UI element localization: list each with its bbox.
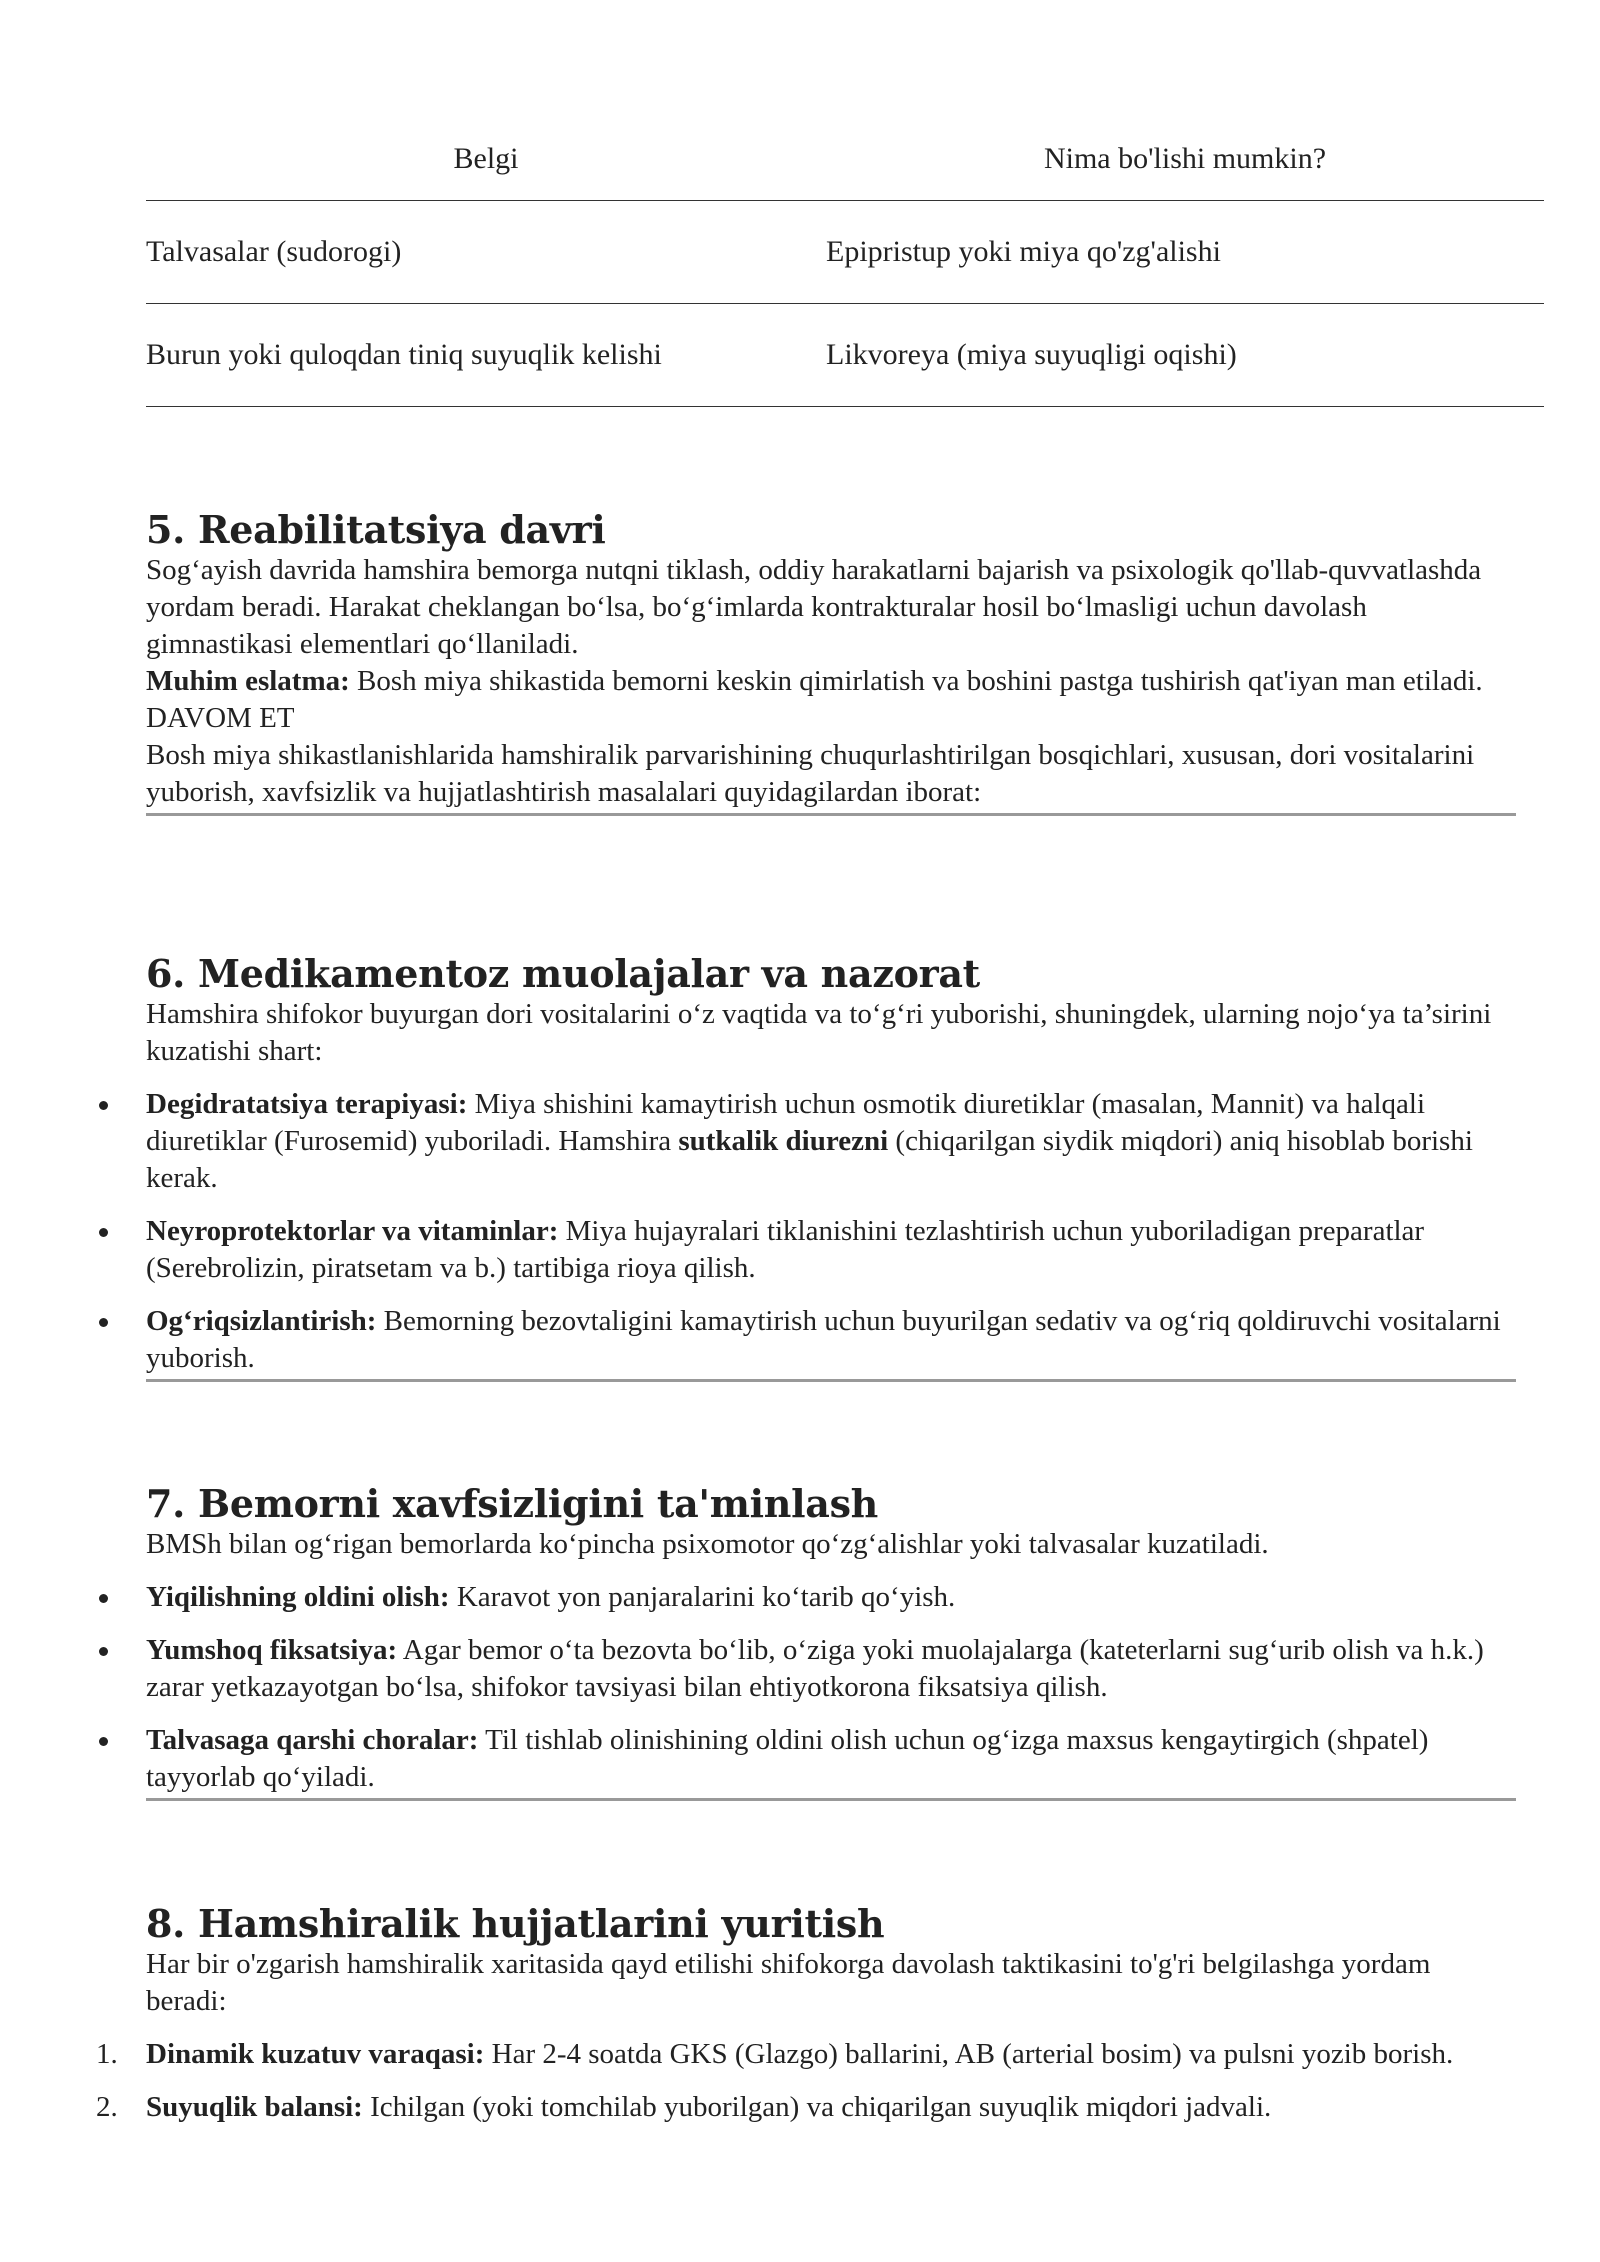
list-item [146, 1579, 1516, 1616]
section-intro: Bosh miya shikastlanishlarida hamshiralik parvarishining chuqurlashtirilgan bosqichlari, xususan, dori vositalarini yuborish, xavfsizlik va hujjatlashtirish masalalari quyidagilardan iborat: [146, 739, 1475, 808]
list-item [146, 1086, 1516, 1197]
item-label: Dinamik kuzatuv varaqasi: [146, 2038, 485, 2070]
table-row [146, 304, 1544, 407]
table-cell: Talvasalar (sudorogi) [146, 235, 402, 268]
item-label: Og‘riqsizlantirish: [146, 1305, 377, 1337]
item-text: Agar bemor o‘ta bezovta bo‘lib, o‘ziga yoki muolajalarga (kateterlarni sug‘urib olish va h.k.) zarar yetkazayotgan bo‘lsa, shifokor tavsiyasi bilan ehtiyotkorona fiksatsiya qilish. [146, 1634, 1484, 1703]
section-paragraph: Sog‘ayish davrida hamshira bemorga nutqni tiklash, oddiy harakatlarni bajarish va psixologik qo'llab-quvvatlashda yordam beradi. Harakat cheklangan bo‘lsa, bo‘g‘imlarda kontrakturalar hosil bo‘lmasligi uchun davolash gimnastikasi elementlari qo‘llaniladi. [146, 554, 1482, 660]
table-header-row [146, 118, 1544, 201]
item-label: Yiqilishning oldini olish: [146, 1581, 450, 1613]
table-cell: Burun yoki quloqdan tiniq suyuqlik kelishi [146, 338, 662, 371]
table-row [146, 201, 1544, 304]
item-text: Miya hujayralari tiklanishini tezlashtirish uchun yuboriladigan preparatlar (Serebrolizin, piratsetam va b.) tartibiga rioya qilish. [146, 1215, 1425, 1284]
section-title: 6. Medikamentoz muolajalar va nazorat [146, 951, 980, 996]
bullet-icon [99, 1228, 108, 1237]
item-text: Ichilgan (yoki tomchilab yuborilgan) va chiqarilgan suyuqlik miqdori jadvali. [362, 2091, 1272, 2123]
item-text: (chiqarilgan siydik miqdori) aniq hisoblab borishi kerak. [146, 1125, 1473, 1194]
list-item [96, 2036, 1516, 2073]
item-emphasis: sutkalik diurezni [678, 1125, 889, 1157]
item-text: Til tishlab olinishining oldini olish uchun og‘izga maxsus kengaytirgich (shpatel) tayyorlab qo‘yiladi. [146, 1724, 1429, 1793]
note-text: Bosh miya shikastida bemorni keskin qimirlatish va boshini pastga tushirish qat'iyan man etiladi. [349, 665, 1483, 697]
bullet-icon [99, 1737, 108, 1746]
item-number: 1. [96, 2038, 118, 2070]
section-title: 5. Reabilitatsiya davri [146, 507, 606, 552]
item-text: Har 2-4 soatda GKS (Glazgo) ballarini, AB (arterial bosim) va pulsni yozib borish. [484, 2038, 1454, 2070]
section-8 [96, 1901, 1516, 2126]
bullet-icon [99, 1594, 108, 1603]
section-intro: Hamshira shifokor buyurgan dori vositalarini o‘z vaqtida va to‘g‘ri yuborishi, shuningdek, ularning nojo‘ya ta’sirini kuzatishi shart: [146, 998, 1492, 1067]
table-cell: Epipristup yoki miya qo'zg'alishi [826, 235, 1221, 268]
bullet-list [146, 1086, 1516, 1377]
divider [146, 1798, 1516, 1801]
list-item [146, 1213, 1516, 1287]
item-label: Suyuqlik balansi: [146, 2091, 363, 2123]
bullet-icon [99, 1318, 108, 1327]
divider [146, 1379, 1516, 1382]
item-number: 2. [96, 2091, 118, 2123]
section-5 [146, 508, 1516, 816]
important-note [146, 663, 1516, 700]
bullet-list [146, 1579, 1516, 1796]
section-title: 8. Hamshiralik hujjatlarini yuritish [146, 1901, 885, 1946]
bullet-icon [99, 1101, 108, 1110]
symptom-table [146, 118, 1544, 407]
numbered-list [96, 2036, 1516, 2126]
section-title: 7. Bemorni xavfsizligini ta'minlash [146, 1481, 879, 1526]
bullet-icon [99, 1647, 108, 1656]
item-text: Miya shishini kamaytirish uchun osmotik diuretiklar (masalan, Mannit) va halqali diuretiklar (Furosemid) yuboriladi. Hamshira [146, 1088, 1425, 1157]
item-label: Neyroprotektorlar va vitaminlar: [146, 1215, 559, 1247]
item-label: Talvasaga qarshi choralar: [146, 1724, 479, 1756]
item-label: Degidratatsiya terapiyasi: [146, 1088, 468, 1120]
divider [146, 813, 1516, 816]
item-text: Bemorning bezovtaligini kamaytirish uchun buyurilgan sedativ va og‘riq qoldiruvchi vositalarni yuborish. [146, 1305, 1501, 1374]
table-cell: Likvoreya (miya suyuqligi oqishi) [826, 338, 1237, 371]
section-7 [146, 1482, 1516, 1801]
section-6 [146, 952, 1516, 1382]
item-label: Yumshoq fiksatsiya: [146, 1634, 398, 1666]
section-intro: BMSh bilan og‘rigan bemorlarda ko‘pincha psixomotor qo‘zg‘alishlar yoki talvasalar kuzatiladi. [146, 1528, 1269, 1560]
continue-text: DAVOM ET [146, 702, 295, 734]
item-text: Karavot yon panjaralarini ko‘tarib qo‘yish. [449, 1581, 956, 1613]
table-header-col1: Belgi [453, 142, 519, 175]
list-item [146, 1632, 1516, 1706]
list-item [96, 2089, 1516, 2126]
list-item [146, 1303, 1516, 1377]
note-label: Muhim eslatma: [146, 665, 350, 697]
table-header-col2: Nima bo'lishi mumkin? [1043, 142, 1327, 175]
list-item [146, 1722, 1516, 1796]
section-intro: Har bir o'zgarish hamshiralik xaritasida qayd etilishi shifokorga davolash taktikasini to'g'ri belgilashga yordam beradi: [146, 1948, 1431, 2017]
